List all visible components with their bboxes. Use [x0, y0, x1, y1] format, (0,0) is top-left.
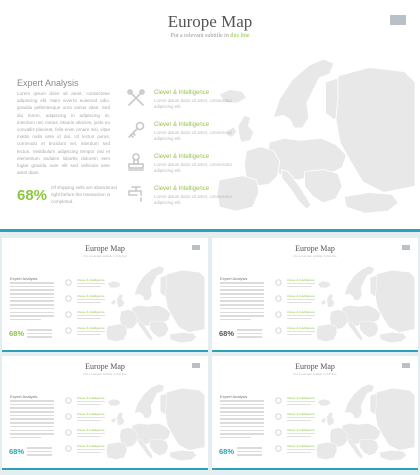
feature-title: Clever & Intelligence	[154, 90, 210, 96]
europe-map	[102, 264, 206, 352]
faucet-icon	[126, 184, 146, 204]
thumbnail-feature-title: Clever & Intelligence	[287, 326, 315, 330]
thumbnail-stat-text	[237, 329, 262, 340]
stamp-icon	[274, 428, 283, 437]
slide-thumbnail[interactable]	[212, 238, 418, 352]
stat-description: Of shipping sells are abandoned right before the transaction is completed.	[51, 185, 117, 204]
section-title: Expert Analysis	[17, 78, 79, 88]
page-number-badge	[192, 363, 200, 368]
thumbnail-feature-title: Clever & Intelligence	[77, 278, 105, 282]
thumbnail-stat-text	[27, 447, 52, 458]
thumbnail-subtitle: Put a relevant subtitle in this line	[293, 254, 337, 258]
thumbnail-feature-item	[274, 444, 324, 456]
thumbnail-feature-title: Clever & Intelligence	[287, 444, 315, 448]
slide-thumbnail[interactable]	[2, 238, 208, 352]
thumbnail-feature-item	[64, 396, 114, 408]
thumbnail-feature-title: Clever & Intelligence	[287, 310, 315, 314]
faucet-icon	[274, 326, 283, 335]
thumbnail-title: Europe Map	[295, 244, 335, 253]
thumbnail-feature-item	[64, 310, 114, 322]
thumbnail-title: Europe Map	[295, 362, 335, 371]
feature-item	[126, 88, 246, 114]
page-number-badge	[402, 363, 410, 368]
faucet-icon	[64, 326, 73, 335]
thumbnail-feature-item	[64, 294, 114, 306]
faucet-icon	[64, 444, 73, 453]
thumbnail-body-text	[10, 282, 54, 323]
key-icon	[126, 120, 146, 140]
thumbnail-title: Europe Map	[85, 244, 125, 253]
subtitle-accent: this line	[230, 33, 250, 39]
thumbnail-stat-text	[27, 329, 52, 340]
thumbnail-subtitle: Put a relevant subtitle in this line	[83, 254, 127, 258]
stamp-icon	[64, 428, 73, 437]
thumbnail-subtitle: Put a relevant subtitle in this line	[293, 372, 337, 376]
thumbnail-feature-item	[274, 294, 324, 306]
thumbnail-feature-title: Clever & Intelligence	[287, 396, 315, 400]
thumbnail-feature-title: Clever & Intelligence	[77, 294, 105, 298]
thumbnail-stat-text	[237, 447, 262, 458]
feature-description: Lorem ipsum dolor sit amet, consectetur adipiscing elit.	[154, 162, 233, 173]
feature-item	[126, 152, 246, 178]
thumbnail-feature-item	[274, 428, 324, 440]
thumbnail-feature-item	[274, 326, 324, 338]
tools-icon	[126, 88, 146, 108]
key-icon	[64, 294, 73, 303]
tools-icon	[274, 278, 283, 287]
thumbnail-feature-item	[64, 428, 114, 440]
feature-title: Clever & Intelligence	[154, 122, 210, 128]
slide-thumbnail[interactable]	[212, 356, 418, 470]
slide-title: Europe Map	[167, 12, 253, 31]
thumbnail-feature-title: Clever & Intelligence	[77, 326, 105, 330]
thumbnail-feature-item	[274, 310, 324, 322]
thumbnail-feature-item	[64, 278, 114, 290]
thumbnail-feature-item	[64, 326, 114, 338]
key-icon	[274, 294, 283, 303]
key-icon	[64, 412, 73, 421]
thumbnail-feature-item	[274, 278, 324, 290]
thumbnail-stat-value: 68%	[219, 447, 235, 456]
tools-icon	[64, 396, 73, 405]
europe-map	[102, 382, 206, 470]
thumbnail-body-text	[10, 400, 54, 441]
main-slide	[0, 0, 420, 232]
feature-description: Lorem ipsum dolor sit amet, consectetur adipiscing elit.	[154, 130, 233, 141]
body-paragraph: Lorem ipsum dolor sit amet, consectetur adipiscing elit. Nam viverra euismod odio, gravida pellentesque urna varius vitae. Sed dui lorem, adipiscing in adipiscing et, interdum nec metus. Mauris ultricies, justo eu convallis placerat, felis enim ornare nisi, vitae mattis nulla ante id dui. Ut lectus purus, commodo et tincidunt vel, interdum sed lectus. Vestibulum adipiscing tempor nisi et elementum sodales lobortis dolorem sem fugiat gravida nam elit sed vehicula ante amet diam.	[17, 91, 110, 176]
thumbnail-feature-title: Clever & Intelligence	[77, 412, 105, 416]
feature-item	[126, 120, 246, 146]
thumbnail-feature-item	[274, 412, 324, 424]
stat-value: 68%	[17, 187, 48, 204]
thumbnail-stat-value: 68%	[9, 447, 25, 456]
stamp-icon	[274, 310, 283, 319]
europe-map	[312, 264, 416, 352]
stamp-icon	[64, 310, 73, 319]
thumbnail-stat-value: 68%	[219, 329, 235, 338]
key-icon	[274, 412, 283, 421]
thumbnail-feature-item	[274, 396, 324, 408]
thumbnail-body-text	[220, 400, 264, 441]
thumbnail-section-title: Expert Analysis	[10, 276, 38, 281]
thumbnail-stat-value: 68%	[9, 329, 25, 338]
feature-title: Clever & Intelligence	[154, 154, 210, 160]
feature-description: Lorem ipsum dolor sit amet, consectetur adipiscing elit.	[154, 194, 233, 205]
europe-map	[312, 382, 416, 470]
thumbnail-section-title: Expert Analysis	[10, 394, 38, 399]
thumbnail-subtitle: Put a relevant subtitle in this line	[83, 372, 127, 376]
thumbnail-feature-item	[64, 412, 114, 424]
subtitle-prefix: Put a relevant subtitle in	[170, 33, 231, 39]
thumbnail-feature-title: Clever & Intelligence	[287, 278, 315, 282]
thumbnail-title: Europe Map	[85, 362, 125, 371]
page-number-badge	[192, 245, 200, 250]
thumbnail-feature-title: Clever & Intelligence	[77, 444, 105, 448]
thumbnail-feature-title: Clever & Intelligence	[287, 412, 315, 416]
faucet-icon	[274, 444, 283, 453]
thumbnail-body-text	[220, 282, 264, 323]
slide-thumbnail[interactable]	[2, 356, 208, 470]
thumbnail-feature-title: Clever & Intelligence	[77, 428, 105, 432]
feature-item	[126, 184, 246, 210]
tools-icon	[274, 396, 283, 405]
feature-title: Clever & Intelligence	[154, 186, 210, 192]
thumbnail-feature-title: Clever & Intelligence	[77, 396, 105, 400]
page-number-badge	[390, 15, 406, 25]
page-number-badge	[402, 245, 410, 250]
thumbnail-feature-title: Clever & Intelligence	[77, 310, 105, 314]
stamp-icon	[126, 152, 146, 172]
tools-icon	[64, 278, 73, 287]
slide-subtitle	[0, 33, 420, 39]
thumbnail-feature-title: Clever & Intelligence	[287, 428, 315, 432]
thumbnail-feature-item	[64, 444, 114, 456]
thumbnail-feature-title: Clever & Intelligence	[287, 294, 315, 298]
thumbnail-section-title: Expert Analysis	[220, 276, 248, 281]
feature-description: Lorem ipsum dolor sit amet, consectetur adipiscing elit.	[154, 98, 233, 109]
thumbnail-section-title: Expert Analysis	[220, 394, 248, 399]
